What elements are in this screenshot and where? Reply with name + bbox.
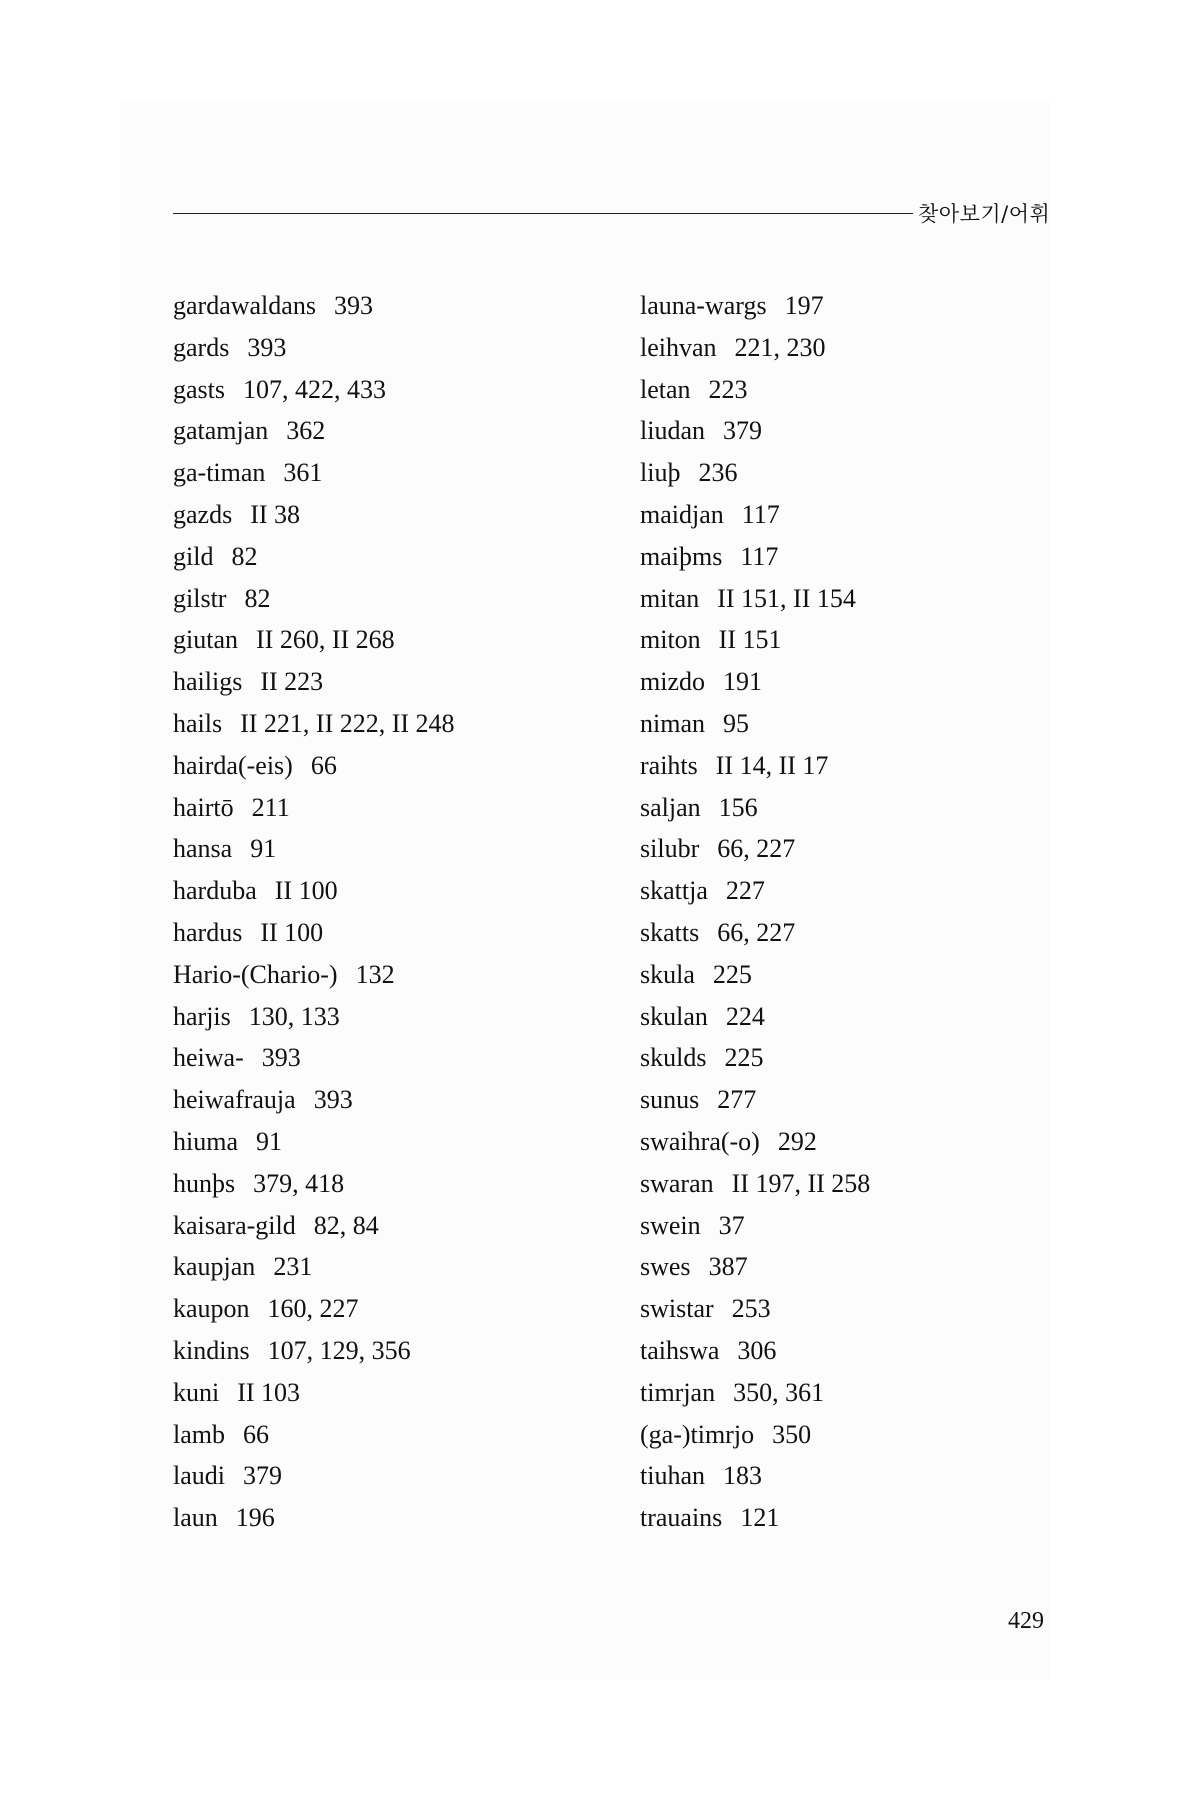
index-term: gardawaldans bbox=[173, 291, 316, 320]
index-term: hails bbox=[173, 708, 223, 738]
index-entry bbox=[173, 578, 593, 620]
page-number: 429 bbox=[1008, 1608, 1044, 1634]
index-term: gazds bbox=[173, 499, 233, 529]
index-term: swein bbox=[640, 1210, 701, 1240]
page-references: II 151, II 154 bbox=[717, 583, 856, 613]
page-references: 66, 227 bbox=[717, 917, 796, 947]
page-references: 231 bbox=[273, 1252, 313, 1282]
index-entry bbox=[640, 661, 1060, 703]
index-entry bbox=[173, 787, 593, 829]
index-term: silubr bbox=[640, 834, 700, 864]
page-references: 66, 227 bbox=[717, 834, 796, 864]
page-references: 91 bbox=[250, 834, 277, 864]
index-entry bbox=[640, 1121, 1060, 1163]
index-entry bbox=[640, 619, 1060, 661]
index-entry bbox=[640, 410, 1060, 452]
page-references: 211 bbox=[251, 792, 290, 822]
page-references: 387 bbox=[708, 1252, 748, 1282]
page-references: 221, 230 bbox=[734, 332, 826, 362]
index-term: kaisara-gild bbox=[173, 1210, 296, 1240]
page-references: 117 bbox=[740, 541, 779, 571]
page-references: 379 bbox=[243, 1461, 282, 1491]
index-entry bbox=[640, 1205, 1060, 1247]
index-term: swistar bbox=[640, 1294, 714, 1324]
page-references: II 221, II 222, II 248 bbox=[240, 708, 455, 738]
index-column-right bbox=[640, 285, 1060, 1539]
index-entry bbox=[640, 578, 1060, 620]
header-rule bbox=[173, 213, 913, 214]
page-references: 82 bbox=[231, 541, 258, 571]
page-references: 197 bbox=[784, 291, 824, 320]
page-references: 107, 422, 433 bbox=[243, 374, 386, 404]
index-entry bbox=[173, 494, 593, 536]
index-term: liudan bbox=[640, 416, 705, 446]
page-references: 225 bbox=[712, 959, 752, 989]
index-term: skula bbox=[640, 959, 695, 989]
index-term: hailigs bbox=[173, 667, 243, 697]
index-term: letan bbox=[640, 374, 691, 404]
page-references: 350, 361 bbox=[733, 1377, 825, 1407]
page-references: 236 bbox=[698, 458, 738, 488]
page-references: 183 bbox=[723, 1461, 762, 1491]
index-term: gards bbox=[173, 332, 230, 362]
page-references: 306 bbox=[737, 1335, 777, 1365]
index-term: leihvan bbox=[640, 332, 717, 362]
page-references: 117 bbox=[741, 499, 780, 529]
index-term: launa-wargs bbox=[640, 291, 767, 320]
index-term: taihswa bbox=[640, 1335, 720, 1365]
index-term: mizdo bbox=[640, 667, 705, 697]
page-references: 66 bbox=[243, 1419, 269, 1449]
index-entry bbox=[640, 1330, 1060, 1372]
index-term: laudi bbox=[173, 1461, 225, 1491]
index-term: trauains bbox=[640, 1503, 723, 1533]
index-term: skulds bbox=[640, 1043, 707, 1073]
page-references: 379, 418 bbox=[253, 1168, 345, 1198]
page-references: 191 bbox=[723, 667, 762, 697]
index-term: harjis bbox=[173, 1001, 231, 1031]
index-term: hairda(-eis) bbox=[173, 750, 293, 780]
index-entry bbox=[173, 745, 593, 787]
index-entry bbox=[173, 1330, 593, 1372]
index-entry bbox=[640, 787, 1060, 829]
page-references: 37 bbox=[718, 1210, 745, 1240]
index-entry bbox=[640, 1079, 1060, 1121]
page-references: 253 bbox=[731, 1294, 771, 1324]
index-term: kuni bbox=[173, 1377, 220, 1407]
page-references: 393 bbox=[333, 291, 373, 320]
index-term: skattja bbox=[640, 876, 708, 906]
index-term: harduba bbox=[173, 876, 257, 906]
index-term: mitan bbox=[640, 583, 700, 613]
page-references: II 260, II 268 bbox=[256, 625, 395, 655]
index-entry bbox=[173, 828, 593, 870]
index-entry bbox=[640, 1414, 1060, 1456]
page-references: 362 bbox=[286, 416, 326, 446]
index-entry bbox=[173, 327, 593, 369]
page-references: II 197, II 258 bbox=[731, 1168, 871, 1198]
index-entry bbox=[640, 1163, 1060, 1205]
index-entry bbox=[640, 369, 1060, 411]
index-entry bbox=[173, 954, 593, 996]
index-term: liuþ bbox=[640, 458, 681, 488]
index-entry bbox=[640, 870, 1060, 912]
index-entry bbox=[173, 1079, 593, 1121]
page-references: 393 bbox=[247, 332, 287, 362]
index-entry bbox=[173, 1121, 593, 1163]
page-references: 82 bbox=[244, 583, 271, 613]
index-term: gild bbox=[173, 541, 214, 571]
index-term: kindins bbox=[173, 1335, 250, 1365]
index-entry bbox=[173, 870, 593, 912]
index-term: timrjan bbox=[640, 1377, 716, 1407]
running-header: 찾아보기/어휘 bbox=[918, 202, 1051, 226]
index-entry bbox=[640, 1455, 1060, 1497]
page-references: 156 bbox=[718, 792, 758, 822]
page-references: 227 bbox=[725, 876, 765, 906]
page-references: 91 bbox=[256, 1126, 282, 1156]
index-entry bbox=[640, 327, 1060, 369]
index-term: gasts bbox=[173, 374, 225, 404]
index-entry bbox=[640, 745, 1060, 787]
page-references: 225 bbox=[724, 1043, 764, 1073]
index-term: giutan bbox=[173, 625, 238, 655]
index-entry bbox=[173, 996, 593, 1038]
index-entry bbox=[640, 285, 1060, 327]
index-entry bbox=[640, 996, 1060, 1038]
index-term: (ga-)timrjo bbox=[640, 1419, 755, 1449]
page-references: 132 bbox=[355, 959, 395, 989]
index-term: tiuhan bbox=[640, 1461, 705, 1491]
index-term: maidjan bbox=[640, 499, 724, 529]
index-term: ga-timan bbox=[173, 458, 266, 488]
index-term: heiwafrauja bbox=[173, 1085, 296, 1115]
index-entry bbox=[173, 410, 593, 452]
index-entry bbox=[640, 912, 1060, 954]
index-term: raihts bbox=[640, 750, 698, 780]
index-entry bbox=[640, 1246, 1060, 1288]
index-term: Hario-(Chario-) bbox=[173, 959, 338, 989]
index-term: swaran bbox=[640, 1168, 714, 1198]
index-term: miton bbox=[640, 625, 701, 655]
page-references: 277 bbox=[717, 1085, 757, 1115]
index-term: saljan bbox=[640, 792, 701, 822]
index-entry bbox=[173, 1455, 593, 1497]
page-references: 224 bbox=[725, 1001, 765, 1031]
index-entry bbox=[173, 1205, 593, 1247]
index-term: hardus bbox=[173, 917, 243, 947]
index-term: hairtō bbox=[173, 792, 234, 822]
page-references: II 151 bbox=[718, 625, 782, 655]
index-term: hunþs bbox=[173, 1168, 236, 1198]
index-entry bbox=[640, 1372, 1060, 1414]
page-references: 160, 227 bbox=[267, 1294, 359, 1324]
index-entry bbox=[173, 912, 593, 954]
index-entry bbox=[173, 1497, 593, 1539]
page-references: II 103 bbox=[237, 1377, 301, 1407]
index-term: skulan bbox=[640, 1001, 708, 1031]
index-entry bbox=[173, 1372, 593, 1414]
index-term: swes bbox=[640, 1252, 691, 1282]
index-entry bbox=[640, 1288, 1060, 1330]
index-entry bbox=[640, 828, 1060, 870]
index-entry bbox=[640, 1037, 1060, 1079]
page-references: 223 bbox=[708, 374, 748, 404]
index-entry bbox=[640, 452, 1060, 494]
page-references: 379 bbox=[723, 416, 762, 446]
index-entry bbox=[173, 452, 593, 494]
page-references: 196 bbox=[235, 1503, 275, 1533]
index-term: heiwa- bbox=[173, 1043, 244, 1073]
page-references: 130, 133 bbox=[248, 1001, 340, 1031]
index-term: kaupon bbox=[173, 1294, 250, 1324]
page-references: 393 bbox=[261, 1043, 301, 1073]
index-column-left bbox=[173, 285, 593, 1539]
index-term: sunus bbox=[640, 1085, 700, 1115]
index-term: lamb bbox=[173, 1419, 225, 1449]
page-references: 121 bbox=[740, 1503, 780, 1533]
index-entry bbox=[640, 954, 1060, 996]
page-references: 82, 84 bbox=[313, 1210, 379, 1240]
index-entry bbox=[173, 619, 593, 661]
index-entry bbox=[173, 703, 593, 745]
index-term: kaupjan bbox=[173, 1252, 256, 1282]
index-term: niman bbox=[640, 708, 705, 738]
index-entry bbox=[173, 1037, 593, 1079]
index-term: hiuma bbox=[173, 1126, 238, 1156]
page-references: II 38 bbox=[250, 499, 301, 529]
page-references: II 223 bbox=[260, 667, 324, 697]
index-term: hansa bbox=[173, 834, 233, 864]
page-references: 361 bbox=[283, 458, 323, 488]
index-entry bbox=[640, 536, 1060, 578]
index-entry bbox=[173, 369, 593, 411]
index-entry bbox=[640, 1497, 1060, 1539]
index-term: gatamjan bbox=[173, 416, 269, 446]
index-entry bbox=[173, 1246, 593, 1288]
index-term: laun bbox=[173, 1503, 218, 1533]
page-references: II 100 bbox=[274, 876, 338, 906]
index-entry bbox=[173, 1163, 593, 1205]
index-entry bbox=[173, 536, 593, 578]
index-entry bbox=[640, 703, 1060, 745]
index-entry bbox=[173, 661, 593, 703]
index-term: skatts bbox=[640, 917, 700, 947]
index-entry bbox=[173, 285, 593, 327]
index-term: swaihra(-o) bbox=[640, 1126, 760, 1156]
page-references: 66 bbox=[310, 750, 337, 780]
page-references: 95 bbox=[723, 708, 749, 738]
index-term: gilstr bbox=[173, 583, 227, 613]
page-references: 393 bbox=[313, 1085, 353, 1115]
index-entry bbox=[173, 1288, 593, 1330]
index-term: maiþms bbox=[640, 541, 723, 571]
index-entry bbox=[640, 494, 1060, 536]
page-references: 292 bbox=[777, 1126, 817, 1156]
page-references: II 100 bbox=[260, 917, 324, 947]
page-references: II 14, II 17 bbox=[715, 750, 829, 780]
page-references: 107, 129, 356 bbox=[267, 1335, 411, 1365]
page-references: 350 bbox=[772, 1419, 812, 1449]
index-entry bbox=[173, 1414, 593, 1456]
